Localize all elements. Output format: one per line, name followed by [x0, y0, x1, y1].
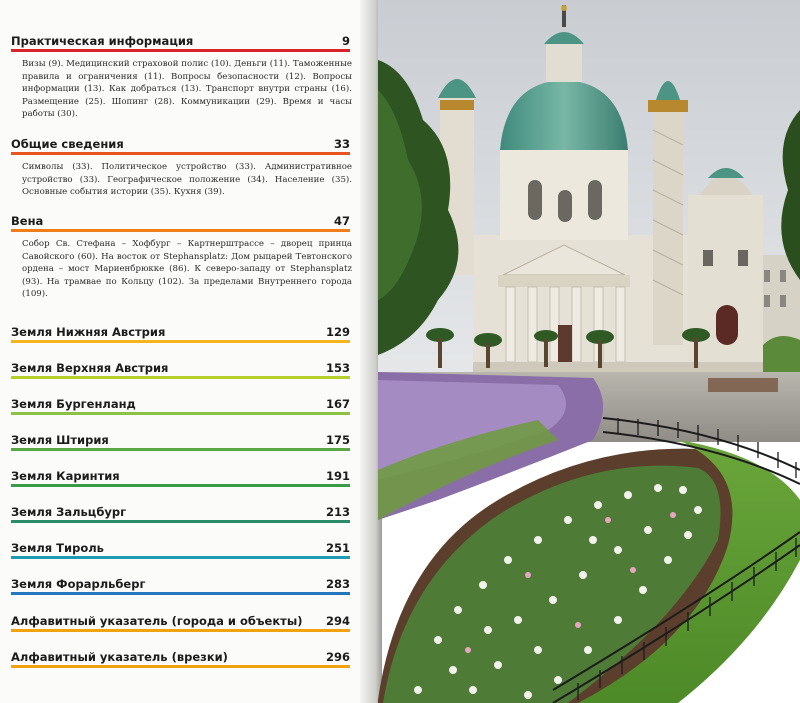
- toc-title: Вена: [11, 214, 44, 228]
- toc-page-number: 167: [325, 397, 350, 411]
- toc-page-number: 175: [325, 433, 350, 447]
- toc-description: Собор Св. Стефана – Хофбург – Картнерштрассе – дворец принца Савойского (60). На восток от Stephansplatz: Дом рыцарей Тевтонского ордена – мост Мариенбрюкке (86). К северо-западу от Stephansplatz (93). На трамвае по Кольцу (102). За пределами Внутреннего города (109).: [22, 239, 352, 299]
- toc-description: Символы (33). Политическое устройство (33). Административное устройство (33). Географическое положение (34). Население (35). Основные события истории (35). Кухня (39).: [22, 162, 352, 197]
- toc-title: Земля Бургенланд: [11, 397, 136, 411]
- toc-entry-practical: [11, 34, 350, 121]
- toc-page-number: 283: [325, 577, 350, 591]
- toc-page-number: 129: [325, 325, 350, 339]
- toc-color-bar: [11, 592, 350, 595]
- toc-color-bar: [11, 376, 350, 379]
- toc-entry-burgenland: [11, 397, 350, 415]
- toc-description: Визы (9). Медицинский страховой полис (10). Деньги (11). Таможенные правила и ограничения (11). Вопросы безопасности (12). Вопросы информации (13). Как добраться (13). Транспорт внутри страны (16). Размещение (25). Шопинг (28). Коммуникации (29). Время и часы работы (30).: [22, 59, 352, 119]
- toc-color-bar: [11, 229, 350, 232]
- toc-color-bar: [11, 629, 350, 632]
- toc-title: Практическая информация: [11, 34, 194, 48]
- toc-title: Общие сведения: [11, 137, 124, 151]
- toc-title: Земля Верхняя Австрия: [11, 361, 169, 375]
- toc-color-bar: [11, 484, 350, 487]
- toc-title: Земля Нижняя Австрия: [11, 325, 166, 339]
- toc-title: Земля Каринтия: [11, 469, 120, 483]
- toc-color-bar: [11, 152, 350, 155]
- church-garden-illustration: [378, 0, 800, 703]
- toc-page-number: 191: [325, 469, 350, 483]
- toc-page-number: 294: [325, 614, 350, 628]
- toc-entry-vorarlberg: [11, 577, 350, 595]
- toc-color-bar: [11, 556, 350, 559]
- toc-title: Земля Тироль: [11, 541, 104, 555]
- toc-entry-upper-austria: [11, 361, 350, 379]
- toc-entry-vienna: [11, 214, 350, 301]
- toc-color-bar: [11, 520, 350, 523]
- toc-entry-general: [11, 137, 350, 199]
- toc-color-bar: [11, 448, 350, 451]
- toc-title: Алфавитный указатель (врезки): [11, 650, 228, 664]
- toc-title: Алфавитный указатель (города и объекты): [11, 614, 303, 628]
- toc-color-bar: [11, 49, 350, 52]
- toc-page-number: 153: [325, 361, 350, 375]
- karlskirche-photo: [378, 0, 800, 703]
- toc-entry-index-inserts: [11, 650, 350, 668]
- toc-entry-styria: [11, 433, 350, 451]
- toc-color-bar: [11, 665, 350, 668]
- toc-title: Земля Штирия: [11, 433, 109, 447]
- toc-page-number: 296: [325, 650, 350, 664]
- toc-entry-index-cities: [11, 614, 350, 632]
- toc-page-number: 9: [341, 34, 350, 48]
- toc-page-number: 213: [325, 505, 350, 519]
- toc-color-bar: [11, 340, 350, 343]
- toc-title: Земля Форарльберг: [11, 577, 146, 591]
- toc-page-number: 33: [333, 137, 350, 151]
- toc-page-number: 47: [333, 214, 350, 228]
- contents-page: [0, 0, 372, 703]
- toc-entry-salzburg: [11, 505, 350, 523]
- toc-entry-lower-austria: [11, 325, 350, 343]
- toc-title: Земля Зальцбург: [11, 505, 127, 519]
- toc-page-number: 251: [325, 541, 350, 555]
- toc-entry-carinthia: [11, 469, 350, 487]
- toc-entry-tyrol: [11, 541, 350, 559]
- toc-color-bar: [11, 412, 350, 415]
